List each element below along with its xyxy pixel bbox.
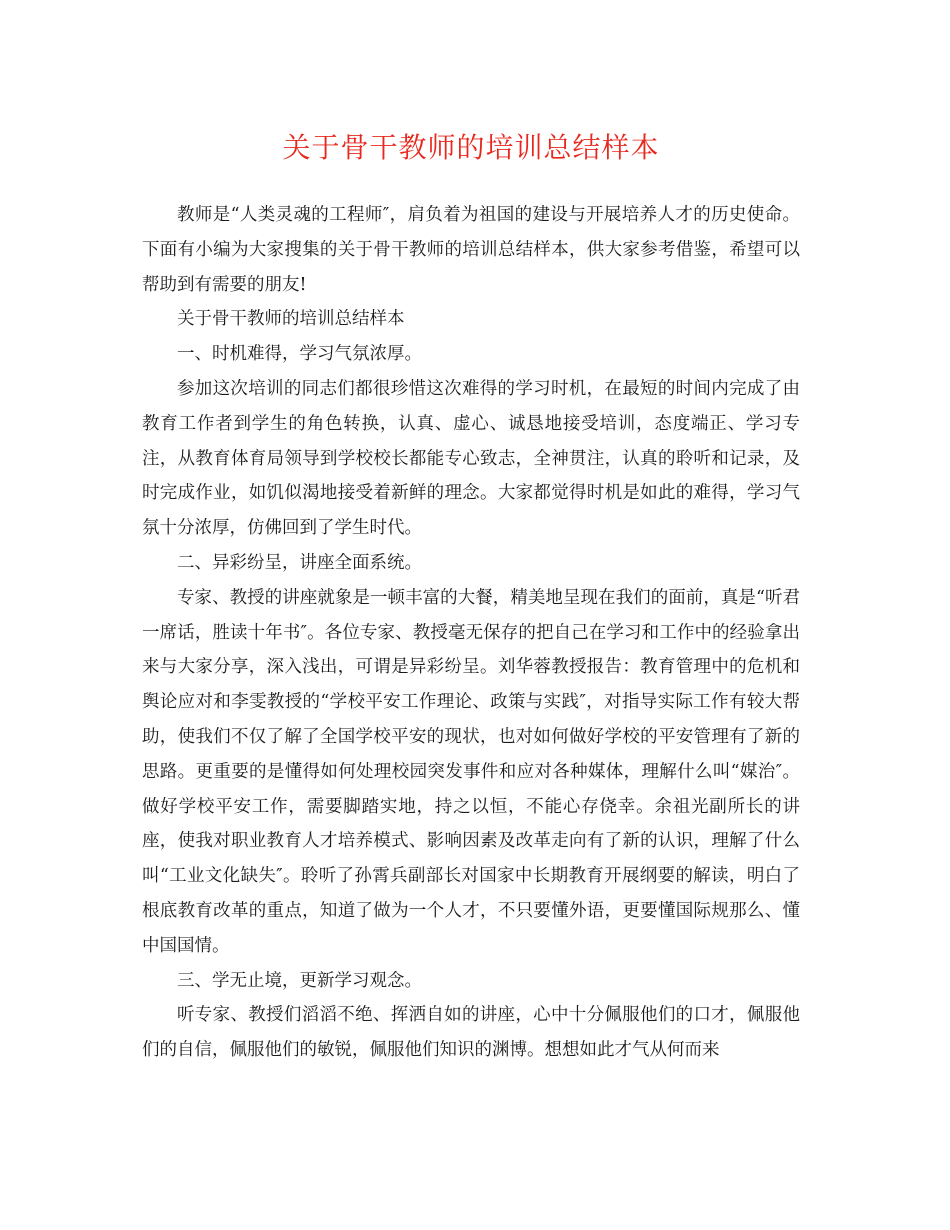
- document-title: 关于骨干教师的培训总结样本: [282, 131, 660, 164]
- section-heading-3: 三、学无止境，更新学习观念。: [177, 970, 422, 991]
- section-heading-1: 一、时机难得，学习气氛浓厚。: [177, 344, 422, 365]
- section-heading-2: 二、异彩纷呈，讲座全面系统。: [177, 552, 422, 573]
- paragraph-subtitle: 关于骨干教师的培训总结样本: [177, 309, 405, 330]
- paragraph-section-2: 专家、教授的讲座就象是一顿丰富的大餐，精美地呈现在我们的面前，真是“听君一席话，胜读十年书″。各位专家、教授毫无保存的把自己在学习和工作中的经验拿出来与大家分享，深入浅出，可谓是异彩纷呈。刘华蓉教授报告：教育管理中的危机和舆论应对和李雯教授的“学校平安工作理论、政策与实践″，对指导实际工作有较大帮助，使我们不仅了解了全国学校平安的现状，也对如何做好学校的平安管理有了新的思路。更重要的是懂得如何处理校园突发事件和应对各种媒体，理解什么叫“媒治″。做好学校平安工作，需要脚踏实地，持之以恒，不能心存侥幸。余祖光副所长的讲座，使我对职业教育人才培养模式、影响因素及改革走向有了新的认识，理解了什么叫“工业文化缺失″。聆听了孙霄兵副部长对国家中长期教育开展纲要的解读，明白了根底教育改革的重点，知道了做为一个人才，不只要懂外语，更要懂国际规那么、懂中国国情。: [142, 587, 800, 956]
- paragraph-intro: 教师是“人类灵魂的工程师″，肩负着为祖国的建设与开展培养人才的历史使命。下面有小编为大家搜集的关于骨干教师的培训总结样本，供大家参考借鉴，希望可以帮助到有需要的朋友!: [142, 205, 800, 295]
- paragraph-section-1: 参加这次培训的同志们都很珍惜这次难得的学习时机，在最短的时间内完成了由教育工作者到学生的角色转换，认真、虚心、诚恳地接受培训，态度端正、学习专注，从教育体育局领导到学校校长都能专心致志，全神贯注，认真的聆听和记录，及时完成作业，如饥似渴地接受着新鲜的理念。大家都觉得时机是如此的难得，学习气氛十分浓厚，仿佛回到了学生时代。: [142, 378, 800, 539]
- paragraph-section-3: 听专家、教授们滔滔不绝、挥洒自如的讲座，心中十分佩服他们的口才，佩服他们的自信，佩服他们的敏锐，佩服他们知识的渊博。想想如此才气从何而来: [142, 1005, 800, 1061]
